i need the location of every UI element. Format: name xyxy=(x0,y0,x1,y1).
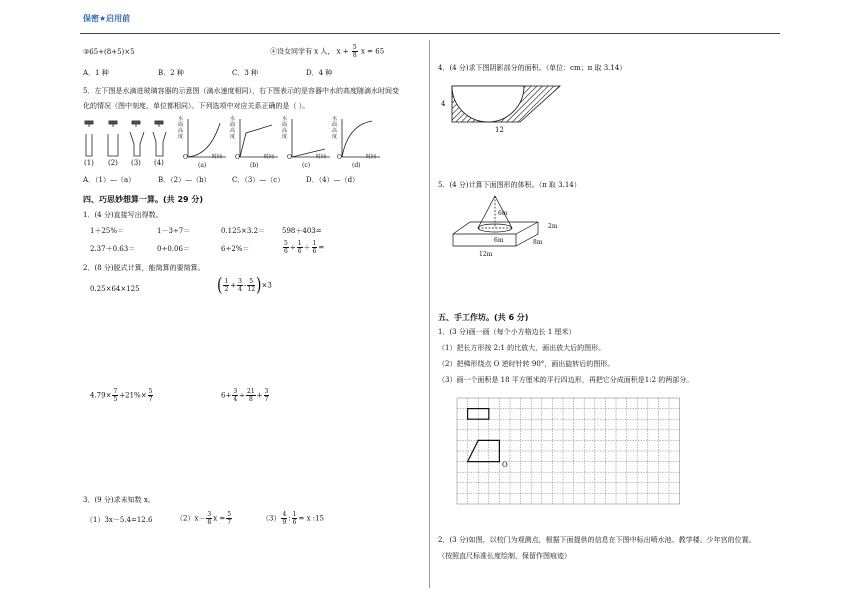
graph-label-a: (a) xyxy=(198,162,207,169)
s4q2-a: 0.25×64×125 xyxy=(90,285,140,293)
box-depth-label: 8m xyxy=(533,239,543,246)
s4q2-d: 6+ $\frac{3}{4}$ ÷ $\frac{21}{8}$ + $\frac{3}{7}$ xyxy=(221,388,269,403)
s4q1-r1c1: 1＋25%＝ xyxy=(90,227,125,235)
s5-q1-2: （2）把梯形绕点 O 逆时针转 90°，画出旋转后的图形。 xyxy=(438,360,615,368)
q3-item4 xyxy=(270,44,384,59)
q5-text-line2: 化的情况（图中刻度、单位都相同）。下列选项中对应关系正确的是（ ）。 xyxy=(83,102,310,110)
graph-ylabel-b: 水 面 高 度 xyxy=(230,116,236,140)
s5-q1-1: （1）把长方形按 2:1 的比放大，画出放大后的图形。 xyxy=(438,344,606,352)
tap-icon xyxy=(85,121,93,127)
s5-q2-note: （按照直尺标准长度绘制，保留作图痕迹） xyxy=(438,552,571,560)
s5-q1-3: （3）画一个面积是 18 平方厘米的平行四边形，再把它分成面积是1:2 的两部分。 xyxy=(438,376,694,384)
container-label-1: (1) xyxy=(84,159,94,167)
r-q4: 4．(4 分)求下图阴影部分的面积。（单位：cm；π 取 3.14） xyxy=(438,64,627,72)
graph-origin-c: O xyxy=(287,154,292,161)
q3-option-c: C．3 种 xyxy=(232,69,259,77)
s4q3-a: （1）3x－5.4=12.6 xyxy=(86,516,153,524)
trapezoid-shape xyxy=(468,440,500,461)
s4-q1: 1．(4 分)直接写出得数。 xyxy=(83,211,163,219)
graph-xlabel-d: 时间 xyxy=(366,154,377,160)
s4q1-r1c2: 1－3÷7＝ xyxy=(157,227,191,235)
graph-ylabel-d: 水 面 高 度 xyxy=(332,116,338,140)
tap-icon xyxy=(132,121,140,127)
s5-q1: 1．(3 分)画一画（每个小方格边长 1 厘米） xyxy=(438,328,576,336)
container-label-2: (2) xyxy=(108,159,118,167)
r-q5: 5．(4 分)计算下面图形的体积。（π 取 3.14） xyxy=(438,181,581,189)
s5-q2: 2．(3 分)如图，以校门为观测点，根据下面提供的信息在下图中标出喷水池、教学楼、少年宫的位置。 xyxy=(438,536,756,544)
graph-xlabel-b: 时间 xyxy=(264,154,275,160)
fraction: $\frac{5}{8}$ xyxy=(352,44,357,59)
s4q2-b: ( $\frac{1}{2}$ + $\frac{3}{4}$ - $\frac{5}{12}$ )×3 xyxy=(217,275,272,296)
s4q3-c: （3） $\frac{4}{9}$ : $\frac{1}{6}$ = x :15 xyxy=(262,511,325,526)
s4q1-r2c2: 0÷0.06＝ xyxy=(157,245,190,253)
s4q1-r2c4: $\frac{5}{6}$ ÷ $\frac{1}{6}$ ＋ $\frac{1}{6}$ = xyxy=(284,240,325,255)
s4q1-r2c3: 6÷2%＝ xyxy=(221,245,250,253)
q5-option-a: A．（1）—（a） xyxy=(83,176,136,184)
q3-option-a: A．1 种 xyxy=(83,69,109,77)
container-label-4: (4) xyxy=(154,159,164,167)
graph-ylabel-a: 水 面 高 度 xyxy=(178,116,184,140)
box-length-label: 12m xyxy=(479,251,493,258)
container-label-3: (3) xyxy=(131,159,141,167)
graph-origin-d: O xyxy=(337,154,342,161)
q4-height-label: 4 xyxy=(441,100,446,108)
section4-title: 四、巧思妙想算一算。(共 29 分) xyxy=(83,195,204,204)
graph-xlabel-c: 时间 xyxy=(316,154,327,160)
s4q1-r1c4: 598＋403= xyxy=(282,227,322,235)
q4-width-label: 12 xyxy=(495,126,504,134)
s4q1-r1c3: 0.125×3.2＝ xyxy=(221,227,266,235)
square-grid[interactable] xyxy=(457,398,680,508)
s4q1-r2c1: 2.37＋0.63＝ xyxy=(90,245,136,253)
shaded-area-figure xyxy=(448,84,568,126)
q5-option-d: D．（4）—（d） xyxy=(306,176,360,184)
q5-text-line1: 5．左下图是水滴进玻璃容器的示意图（滴水速度相同），右下图表示的是容器中水的高度随滴水时间变 xyxy=(83,87,399,95)
s4q3-b: （2）x－ $\frac{3}{8}$ x = $\frac{5}{7}$ xyxy=(176,511,232,526)
graph-xlabel-a: 时间 xyxy=(212,154,223,160)
q3-item4-prefix: ④设女同学有 x 人， xyxy=(270,47,335,56)
s4-q2: 2．(8 分)脱式计算，能简算的要简算。 xyxy=(83,264,205,272)
graph-origin-a: O xyxy=(183,154,188,161)
q3-option-b: B．2 种 xyxy=(158,69,184,77)
header-rule xyxy=(80,33,780,34)
confidential-label: 保密★启用前 xyxy=(83,14,131,23)
tap-icon xyxy=(155,121,163,127)
graph-label-c: (c) xyxy=(302,162,311,169)
water-height-graphs xyxy=(180,115,370,175)
box-height-label: 2m xyxy=(548,223,558,230)
q3-option-d: D．4 种 xyxy=(306,69,333,77)
graph-label-d: (d) xyxy=(352,162,361,169)
q3-item4-expr-a: x + xyxy=(336,47,349,56)
column-divider xyxy=(429,40,430,588)
tap-icon xyxy=(109,121,117,127)
graph-ylabel-c: 水 面 高 度 xyxy=(282,116,288,140)
cone-diameter-label: 6m xyxy=(494,237,504,244)
q5-option-c: C．（3）—（c） xyxy=(232,176,285,184)
s4q2-c: 4.79× $\frac{7}{5}$ +21%× $\frac{5}{7}$ xyxy=(90,388,153,403)
grid-point-o: O xyxy=(502,461,508,469)
graph-label-b: (b) xyxy=(250,162,259,169)
cone-height-label: 6m xyxy=(498,210,508,217)
q5-option-b: B．（2）—（b） xyxy=(158,176,211,184)
graph-origin-b: O xyxy=(235,154,240,161)
section5-title: 五、手工作坊。(共 6 分) xyxy=(438,313,529,322)
q3-item4-expr-b: x = 65 xyxy=(360,47,385,56)
q3-item3: ③65+(8+5)×5 xyxy=(83,48,135,56)
s4-q3: 3．(9 分)求未知数 x。 xyxy=(83,496,155,504)
